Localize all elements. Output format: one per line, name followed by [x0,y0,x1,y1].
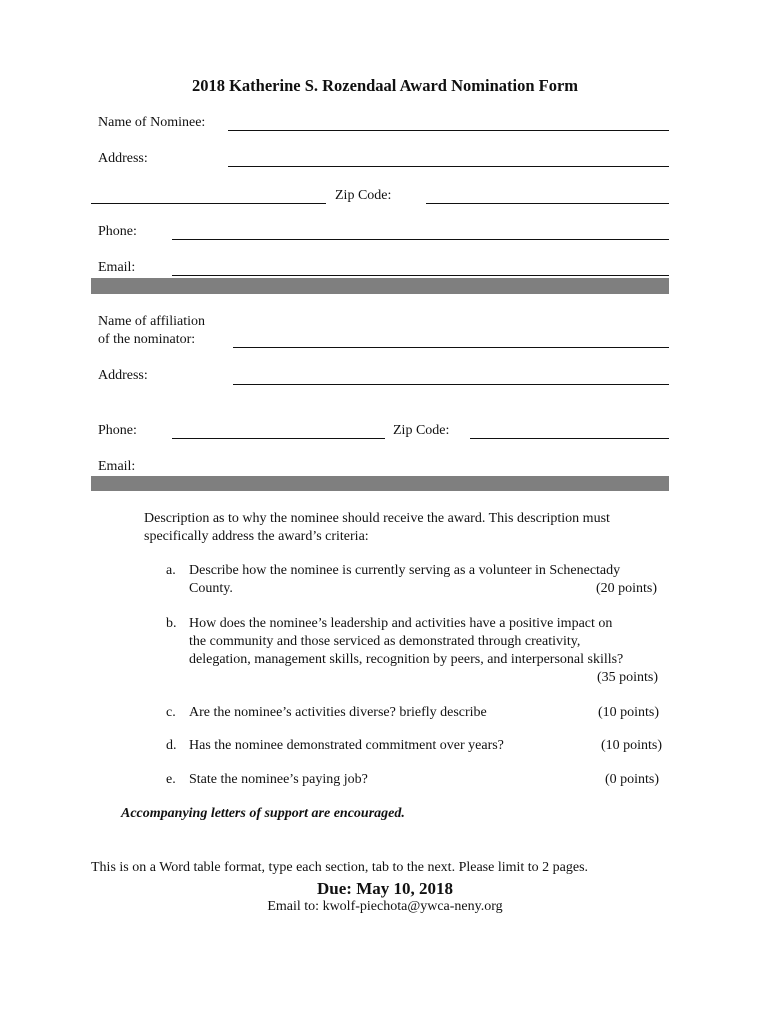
criterion-d-line1: Has the nominee demonstrated commitment over years? [189,738,504,753]
nominator-address-field[interactable] [233,384,669,385]
nominee-zip-field[interactable] [426,203,669,204]
criterion-e-points: (0 points) [604,772,659,787]
nominator-phone-field[interactable] [172,438,385,439]
criterion-a-letter: a. [166,563,176,578]
nominee-name-label: Name of Nominee: [98,115,206,130]
criterion-b-line3: delegation, management skills, recognition by peers, and interpersonal skills? [189,652,624,667]
description-intro-line2: specifically address the award’s criteria: [144,529,369,544]
affiliation-field[interactable] [233,347,669,348]
nominator-address-label: Address: [98,368,148,383]
nominee-address-field[interactable] [228,166,669,167]
criterion-b-line1: How does the nominee’s leadership and activities have a positive impact on [189,616,613,631]
nominator-email-label: Email: [98,459,136,474]
criterion-e-letter: e. [166,772,176,787]
email-to: Email to: kwolf-piechota@ywca-neny.org [267,899,503,914]
due-date: Due: May 10, 2018 [317,879,453,898]
criterion-b-letter: b. [166,616,177,631]
section-divider [91,476,669,491]
form-title: 2018 Katherine S. Rozendaal Award Nomination Form [191,76,579,95]
nominee-phone-field[interactable] [172,239,669,240]
affiliation-label-line2: of the nominator: [98,332,196,347]
criterion-c-letter: c. [166,705,176,720]
nominee-email-field[interactable] [172,275,669,276]
nominee-phone-label: Phone: [98,224,137,239]
criterion-d-letter: d. [166,738,177,753]
criterion-d-points: (10 points) [600,738,662,753]
criterion-a-line2: County. [189,581,233,596]
affiliation-label-line1: Name of affiliation [98,314,206,329]
criterion-a-line1: Describe how the nominee is currently serving as a volunteer in Schenectady [189,563,621,578]
criterion-a-points: (20 points) [595,581,657,596]
nominator-zip-label: Zip Code: [393,423,450,438]
criterion-c-line1: Are the nominee’s activities diverse? briefly describe [189,705,487,720]
criterion-b-line2: the community and those serviced as demonstrated through creativity, [189,634,581,649]
support-letters-note: Accompanying letters of support are encouraged. [121,806,405,821]
criterion-c-points: (10 points) [597,705,659,720]
nominator-zip-field[interactable] [470,438,669,439]
nominee-city-field[interactable] [91,203,326,204]
format-instructions: This is on a Word table format, type each section, tab to the next. Please limit to 2 pages. [91,860,589,875]
section-divider [91,278,669,294]
nominee-name-field[interactable] [228,130,669,131]
criterion-b-points: (35 points) [596,670,658,685]
description-intro-line1: Description as to why the nominee should receive the award. This description must [144,511,610,526]
criterion-e-line1: State the nominee’s paying job? [189,772,368,787]
nominee-email-label: Email: [98,260,136,275]
nominee-zip-label: Zip Code: [335,188,392,203]
nominee-address-label: Address: [98,151,148,166]
nominator-phone-label: Phone: [98,423,137,438]
